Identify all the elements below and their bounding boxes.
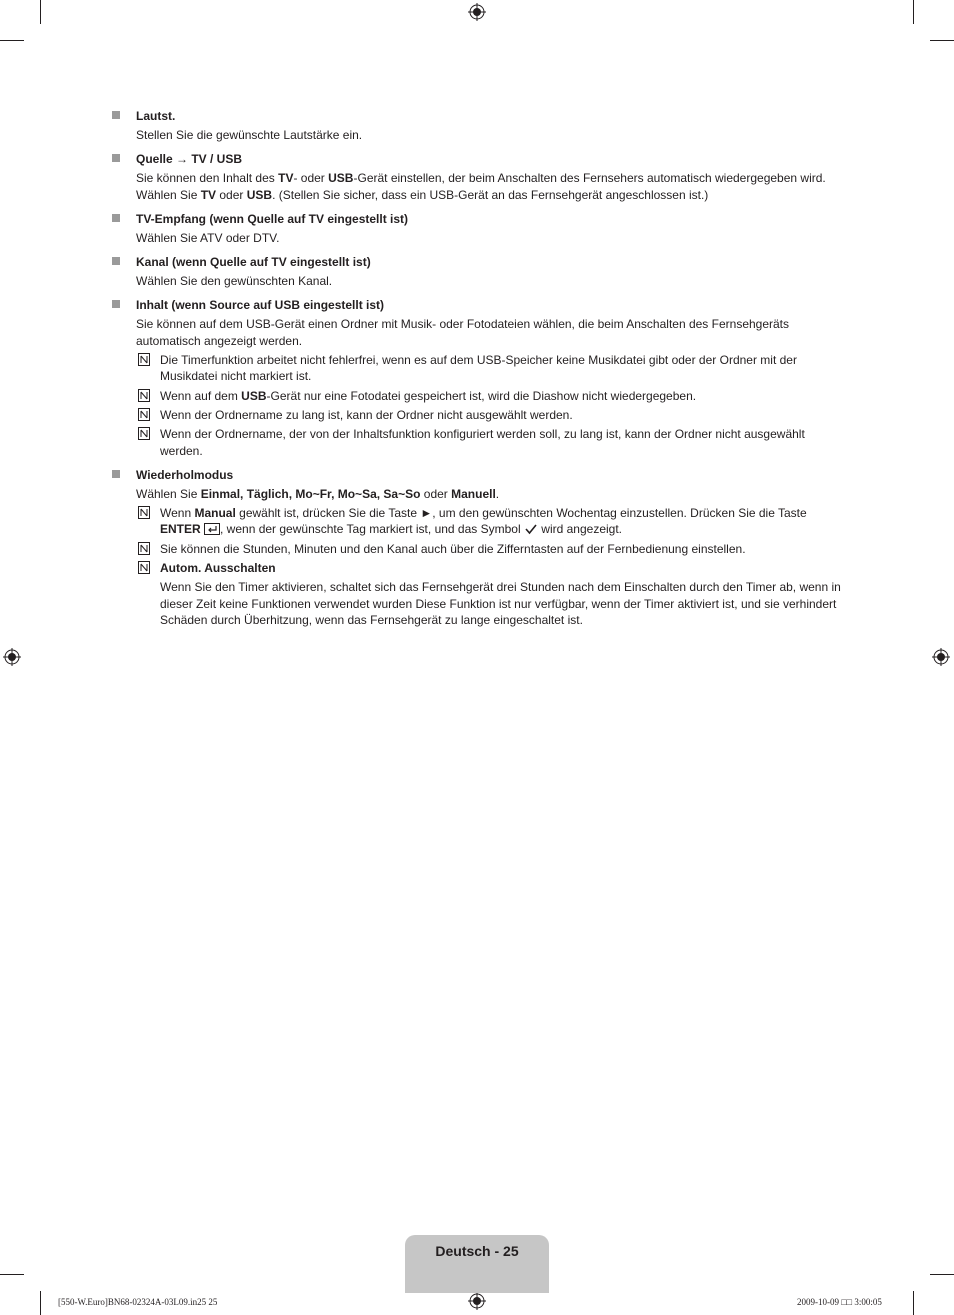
crop-mark xyxy=(930,1274,954,1275)
crop-mark xyxy=(40,1291,41,1315)
square-bullet-icon xyxy=(112,154,120,162)
note-icon xyxy=(138,427,150,440)
note-item: Die Timerfunktion arbeitet nicht fehlerfrei, wenn es auf dem USB-Speicher keine Musikdatei gibt oder der Ordner mit der Musikdatei nicht markiert ist. xyxy=(136,352,842,385)
section-body: Sie können auf dem USB-Gerät einen Ordner mit Musik- oder Fotodateien wählen, die beim Anschalten des Fernsehgeräts automatisch angezeigt werden. xyxy=(136,317,790,348)
section-kanal xyxy=(112,254,842,289)
section-heading: TV-Empfang (wenn Quelle auf TV eingestellt ist) xyxy=(136,211,409,226)
section-heading: Quelle → TV / USB xyxy=(136,152,243,167)
square-bullet-icon xyxy=(112,111,120,119)
page-number-tab xyxy=(405,1235,549,1293)
section-inhalt xyxy=(112,297,842,458)
print-slug-left: [550-W.Euro]BN68-02324A-03L09.in25 25 xyxy=(58,1297,218,1307)
section-wiederholmodus xyxy=(112,467,842,628)
note-item: Wenn der Ordnername zu lang ist, kann der Ordner nicht ausgewählt werden. xyxy=(136,407,842,423)
checkmark-icon xyxy=(524,523,538,535)
section-heading: Lautst. xyxy=(136,109,176,123)
crop-mark xyxy=(0,40,24,41)
section-body: Wählen Sie Einmal, Täglich, Mo~Fr, Mo~Sa, Sa~So oder Manuell. xyxy=(136,486,500,501)
manual-content xyxy=(112,108,842,636)
note-icon xyxy=(138,542,150,555)
section-heading: Wiederholmodus xyxy=(136,467,234,482)
registration-mark-icon xyxy=(468,3,486,21)
print-slug-right: 2009-10-09 □□ 3:00:05 xyxy=(797,1297,882,1307)
registration-mark-icon xyxy=(3,648,21,666)
square-bullet-icon xyxy=(112,257,120,265)
registration-mark-icon xyxy=(932,648,950,666)
section-body: Wählen Sie ATV oder DTV. xyxy=(136,230,280,245)
registration-mark-icon xyxy=(468,1292,486,1310)
crop-mark xyxy=(913,1291,914,1315)
note-icon xyxy=(138,353,150,366)
note-item: Wenn der Ordnername, der von der Inhaltsfunktion konfiguriert werden soll, zu lang ist, kann der Ordner nicht ausgewählt werden. xyxy=(136,426,842,459)
section-body: Sie können den Inhalt des TV- oder USB-Gerät einstellen, der beim Anschalten des Fernsehers automatisch wiedergegeben wird. Wählen Sie TV oder USB. (Stellen Sie sicher, dass ein USB-Gerät an das Fernsehgerät angeschlossen ist.) xyxy=(136,171,826,202)
section-lautst xyxy=(112,108,842,143)
note-icon xyxy=(138,389,150,402)
note-heading: Autom. Ausschalten xyxy=(160,561,276,576)
square-bullet-icon xyxy=(112,214,120,222)
crop-mark xyxy=(0,1274,24,1275)
crop-mark xyxy=(930,40,954,41)
enter-key-icon xyxy=(204,523,220,535)
section-heading: Inhalt (wenn Source auf USB eingestellt ist) xyxy=(136,298,385,313)
note-item: Sie können die Stunden, Minuten und den Kanal auch über die Zifferntasten auf der Fernbedienung einstellen. xyxy=(136,541,842,557)
section-heading: Kanal (wenn Quelle auf TV eingestellt ist) xyxy=(136,255,371,270)
page-label: Deutsch - 25 xyxy=(435,1243,519,1259)
note-item: Wenn auf dem USB-Gerät nur eine Fotodatei gespeichert ist, wird die Diashow nicht wiedergegeben. xyxy=(136,388,842,404)
section-body: Stellen Sie die gewünschte Lautstärke ein. xyxy=(136,128,363,142)
crop-mark xyxy=(40,0,41,24)
note-icon xyxy=(138,561,150,574)
section-quelle xyxy=(112,151,842,203)
note-item: Wenn Manual gewählt ist, drücken Sie die Taste ►, um den gewünschten Wochentag einzustellen. Drücken Sie die Taste ENTER , wenn der gewünschte Tag markiert ist, und das Symbol wird angezeigt. xyxy=(136,505,842,538)
section-body: Wählen Sie den gewünschten Kanal. xyxy=(136,274,333,289)
square-bullet-icon xyxy=(112,300,120,308)
crop-mark xyxy=(913,0,914,24)
square-bullet-icon xyxy=(112,470,120,478)
note-item xyxy=(136,560,842,628)
section-tv-empfang xyxy=(112,211,842,246)
note-icon xyxy=(138,408,150,421)
note-icon xyxy=(138,506,150,519)
note-body: Wenn Sie den Timer aktivieren, schaltet sich das Fernsehgerät drei Stunden nach dem Einschalten durch den Timer ab, wenn in dieser Zeit keine Funktionen verwendet wurden Diese Funktion ist nur verfügbar, wenn der Timer aktiviert ist, und sie verhindert Schäden durch Überhitzung, wenn das Fernsehgerät zu lange eingeschaltet ist. xyxy=(160,580,841,627)
